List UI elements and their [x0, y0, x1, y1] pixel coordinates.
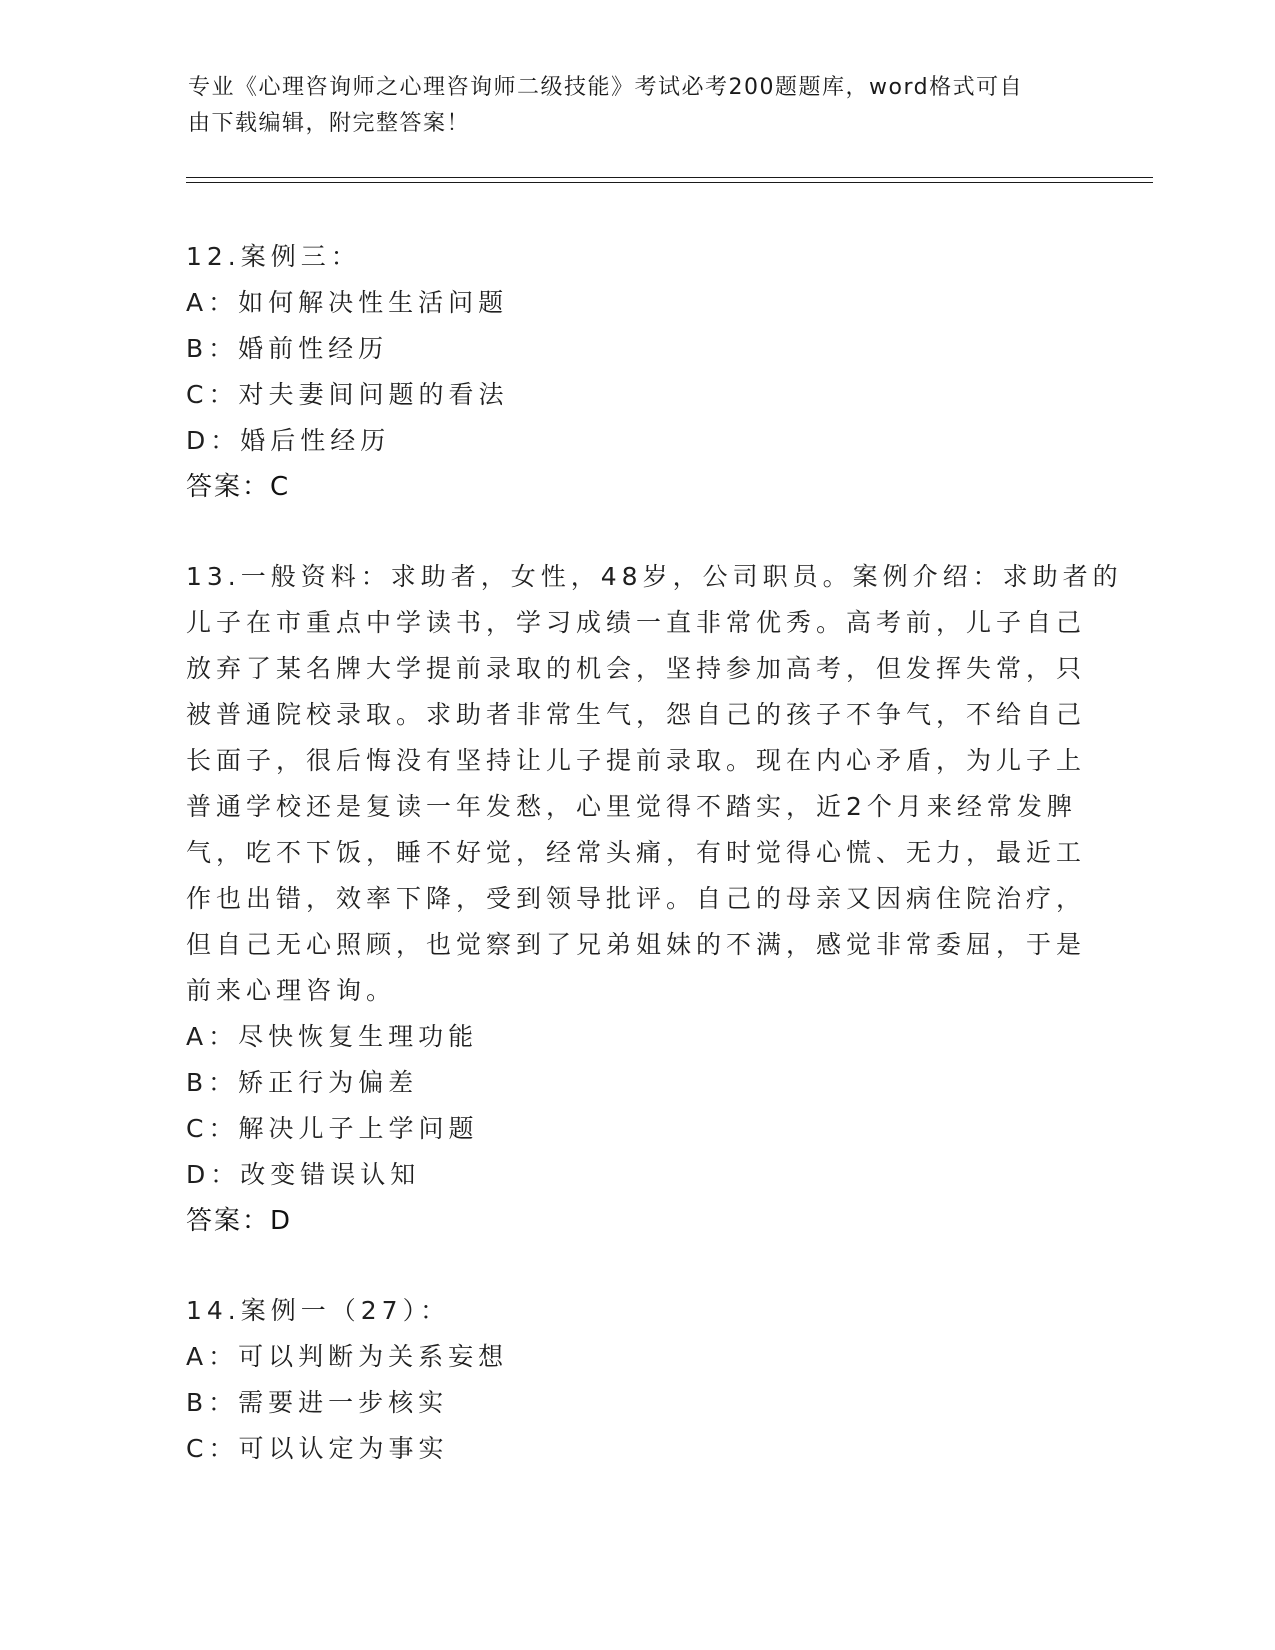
question-stem-line-2: 儿子在市重点中学读书，学习成绩一直非常优秀。高考前，儿子自己 [186, 608, 1087, 637]
answer-label: 答案：C [186, 472, 291, 502]
option-a: A：尽快恢复生理功能 [186, 1022, 479, 1051]
question-stem-line-6: 普通学校还是复读一年发愁，心里觉得不踏实，近2个月来经常发脾 [186, 792, 1077, 821]
header-intro-line-2: 由下载编辑，附完整答案！ [188, 111, 471, 136]
option-a: A：如何解决性生活问题 [186, 288, 509, 317]
question-12 [186, 234, 1086, 510]
question-stem-line-4: 被普通院校录取。求助者非常生气，怨自己的孩子不争气，不给自己 [186, 700, 1087, 729]
option-c: C：对夫妻间问题的看法 [186, 380, 509, 409]
question-stem-line-10: 前来心理咨询。 [186, 976, 397, 1005]
option-c: C：可以认定为事实 [186, 1434, 449, 1463]
question-13 [186, 554, 1123, 1244]
question-stem-line-3: 放弃了某名牌大学提前录取的机会，坚持参加高考，但发挥失常，只 [186, 654, 1087, 683]
option-a: A：可以判断为关系妄想 [186, 1342, 509, 1371]
option-c: C：解决儿子上学问题 [186, 1114, 479, 1143]
question-stem-line-9: 但自己无心照顾，也觉察到了兄弟姐妹的不满，感觉非常委屈，于是 [186, 930, 1087, 959]
header-intro-line-1: 专业《心理咨询师之心理咨询师二级技能》考试必考200题题库，word格式可自 [188, 75, 1024, 100]
question-14 [186, 1288, 1086, 1472]
answer-label: 答案：D [186, 1206, 293, 1236]
document-header [188, 70, 1068, 142]
question-stem-line-7: 气，吃不下饭，睡不好觉，经常头痛，有时觉得心慌、无力，最近工 [186, 838, 1087, 867]
question-list [186, 234, 1123, 1516]
question-stem: 14.案例一（27）： [186, 1296, 451, 1325]
question-stem-line-1: 13.一般资料：求助者，女性，48岁，公司职员。案例介绍：求助者的 [186, 562, 1123, 591]
question-stem: 12.案例三： [186, 242, 361, 271]
question-stem-line-5: 长面子，很后悔没有坚持让儿子提前录取。现在内心矛盾，为儿子上 [186, 746, 1087, 775]
option-b: B：需要进一步核实 [186, 1388, 449, 1417]
question-stem-line-8: 作也出错，效率下降，受到领导批评。自己的母亲又因病住院治疗， [186, 884, 1087, 913]
option-d: D：婚后性经历 [186, 426, 391, 455]
option-b: B：婚前性经历 [186, 334, 389, 363]
option-b: B：矫正行为偏差 [186, 1068, 419, 1097]
header-divider-top [186, 177, 1153, 178]
header-divider-bottom [186, 182, 1153, 183]
option-d: D：改变错误认知 [186, 1160, 421, 1189]
